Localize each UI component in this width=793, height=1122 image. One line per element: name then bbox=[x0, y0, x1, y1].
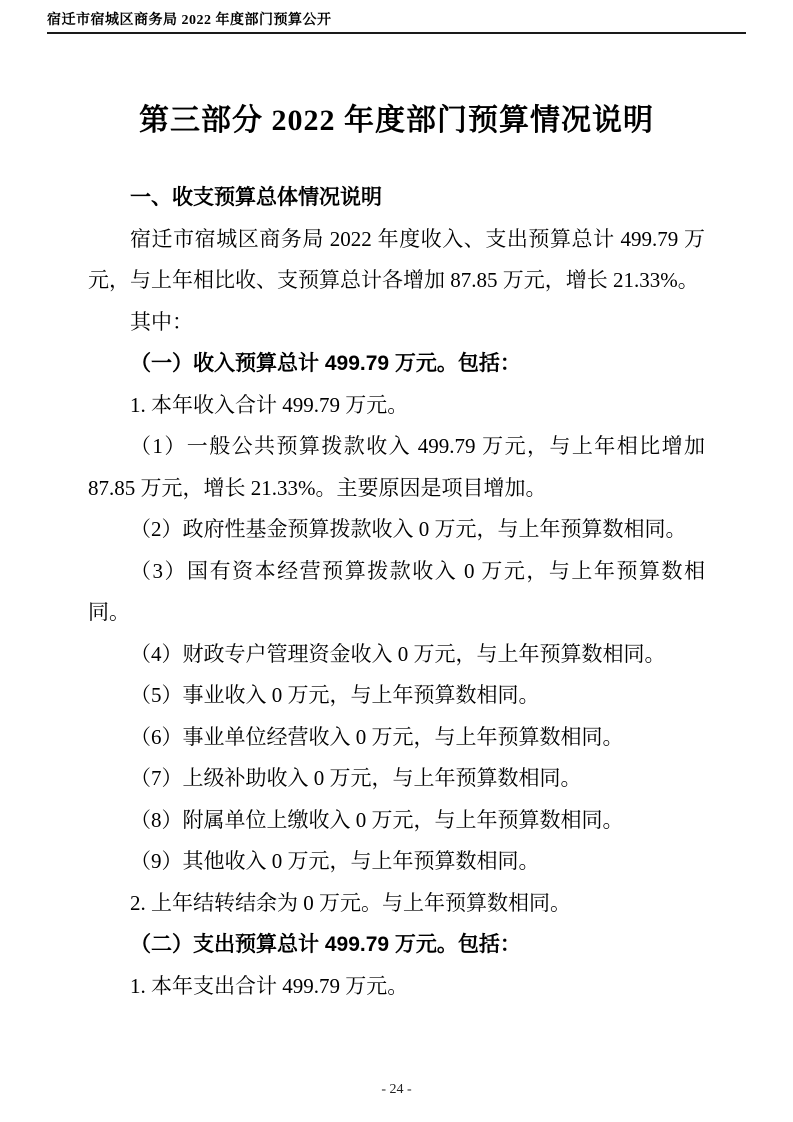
paragraph-income-item-5: （5）事业收入 0 万元，与上年预算数相同。 bbox=[130, 683, 540, 707]
paragraph-income-this-year: 1. 本年收入合计 499.79 万元。 bbox=[130, 392, 409, 417]
paragraph-income-item-3: （3）国有资本经营预算拨款收入 0 万元，与上年预算数相同。 bbox=[88, 558, 705, 624]
paragraph-expenditure-this-year: 1. 本年支出合计 499.79 万元。 bbox=[130, 973, 409, 998]
paragraph-among-which: 其中： bbox=[130, 309, 193, 334]
paragraph-income-item-7: （7）上级补助收入 0 万元，与上年预算数相同。 bbox=[130, 766, 582, 790]
document-title: 第三部分 2022 年度部门预算情况说明 bbox=[139, 104, 654, 137]
section-heading-overview: 一、收支预算总体情况说明 bbox=[130, 186, 382, 209]
paragraph-carryover: 2. 上年结转结余为 0 万元。与上年预算数相同。 bbox=[130, 890, 571, 915]
sub-heading-expenditure-total: （二）支出预算总计 499.79 万元。包括： bbox=[130, 933, 521, 956]
paragraph-income-item-6: （6）事业单位经营收入 0 万元，与上年预算数相同。 bbox=[130, 724, 624, 749]
sub-heading-income-total: （一）收入预算总计 499.79 万元。包括： bbox=[130, 352, 521, 375]
paragraph-income-item-1: （1）一般公共预算拨款收入 499.79 万元，与上年相比增加 87.85 万元，增长 21.33%。主要原因是项目增加。 bbox=[88, 434, 705, 500]
running-header-text: 宿迁市宿城区商务局 2022 年度部门预算公开 bbox=[47, 13, 332, 28]
running-header bbox=[47, 13, 746, 34]
document-body bbox=[88, 98, 705, 1007]
paragraph-income-item-2: （2）政府性基金预算拨款收入 0 万元，与上年预算数相同。 bbox=[130, 517, 687, 541]
paragraph-income-item-4: （4）财政专户管理资金收入 0 万元，与上年预算数相同。 bbox=[130, 641, 666, 666]
paragraph-budget-overview: 宿迁市宿城区商务局 2022 年度收入、支出预算总计 499.79 万元，与上年相比收、支预算总计各增加 87.85 万元，增长 21.33%。 bbox=[88, 226, 705, 292]
paragraph-income-item-9: （9）其他收入 0 万元，与上年预算数相同。 bbox=[130, 849, 540, 873]
page-number: - 24 - bbox=[381, 1082, 412, 1097]
paragraph-income-item-8: （8）附属单位上缴收入 0 万元，与上年预算数相同。 bbox=[130, 807, 624, 832]
